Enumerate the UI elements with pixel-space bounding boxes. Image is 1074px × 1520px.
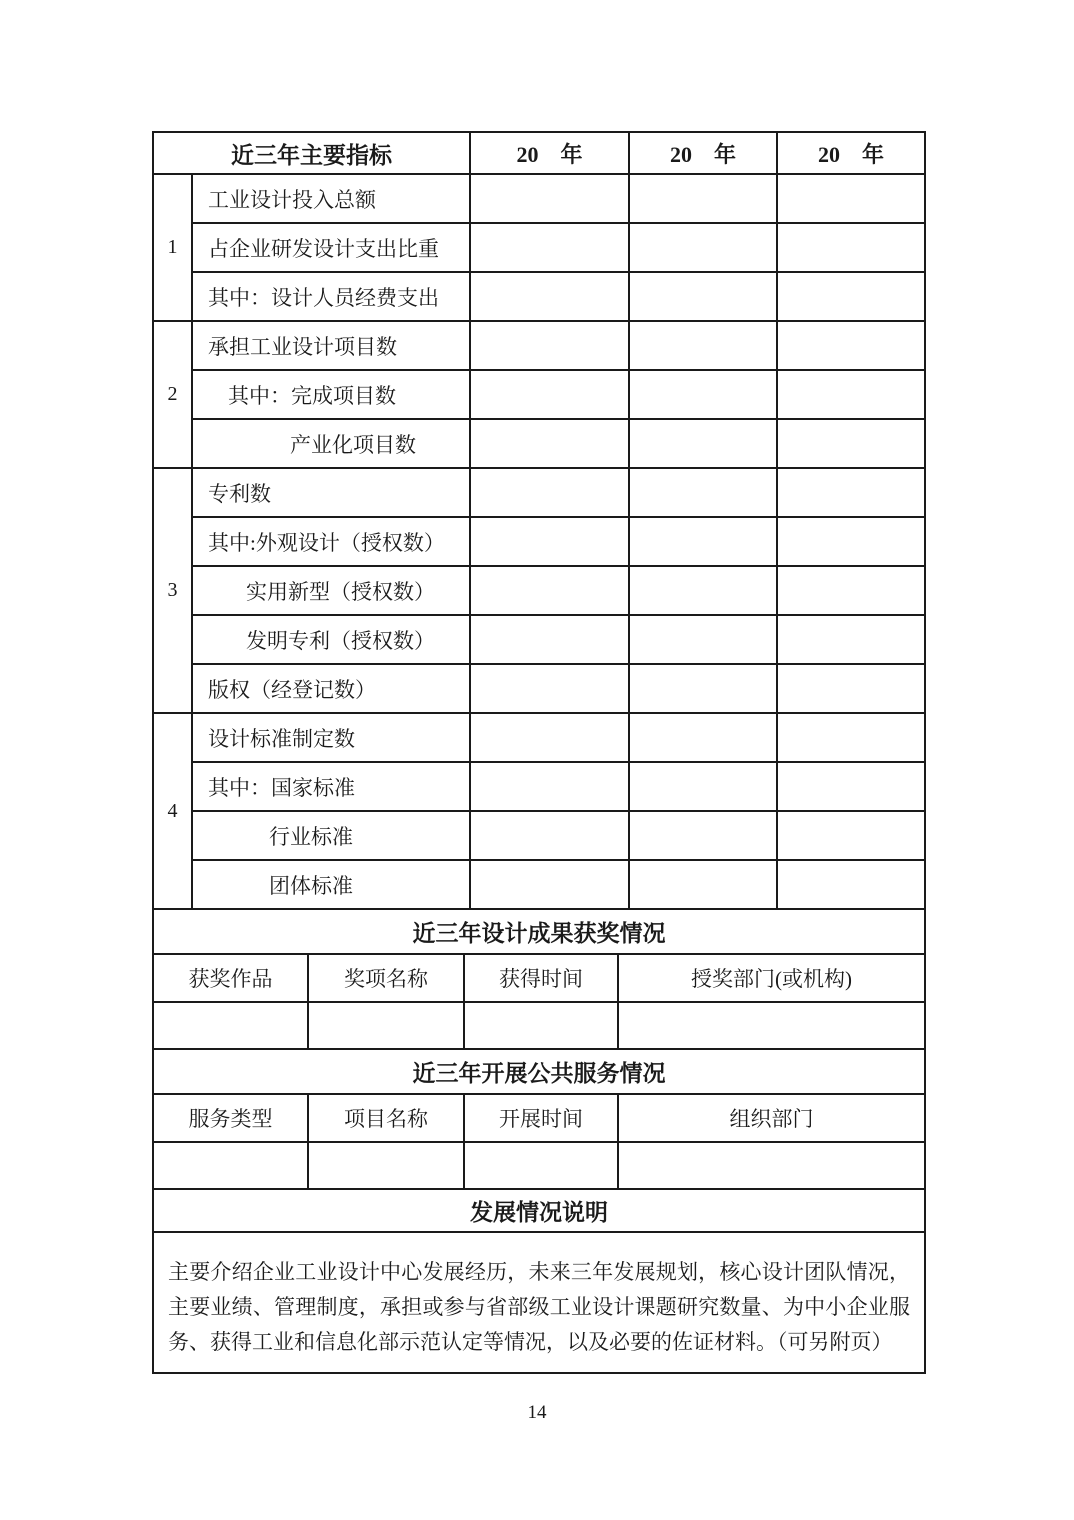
- table-row: [153, 370, 925, 419]
- table-row: [153, 811, 925, 860]
- indicator-label: 其中：国家标准: [192, 762, 470, 811]
- value-cell: [470, 321, 629, 370]
- awards-section-header-row: [153, 909, 925, 954]
- value-cell: [629, 223, 777, 272]
- table-row: [153, 664, 925, 713]
- indicators-header-row: [153, 132, 925, 174]
- value-cell: [777, 517, 925, 566]
- group-number-3: 3: [153, 468, 192, 713]
- value-cell: [464, 1142, 618, 1189]
- value-cell: [777, 419, 925, 468]
- value-cell: [629, 615, 777, 664]
- value-cell: [777, 566, 925, 615]
- table-row: [153, 566, 925, 615]
- indicator-label: 承担工业设计项目数: [192, 321, 470, 370]
- value-cell: [777, 468, 925, 517]
- indicator-label: 产业化项目数: [192, 419, 470, 468]
- indicator-label: 实用新型（授权数）: [192, 566, 470, 615]
- value-cell: [777, 664, 925, 713]
- value-cell: [629, 860, 777, 909]
- awards-empty-row: [153, 1002, 925, 1049]
- development-body-row: [153, 1232, 925, 1373]
- table-row: [153, 223, 925, 272]
- awards-col-award-name: 奖项名称: [308, 954, 464, 1002]
- group-number-1: 1: [153, 174, 192, 321]
- value-cell: [629, 517, 777, 566]
- table-row: [153, 174, 925, 223]
- value-cell: [470, 223, 629, 272]
- page-number: 14: [527, 1402, 547, 1423]
- awards-column-header-row: [153, 954, 925, 1002]
- value-cell: [470, 860, 629, 909]
- development-description-text: 主要介绍企业工业设计中心发展经历，未来三年发展规划，核心设计团队情况，主要业绩、管理制度，承担或参与省部级工业设计课题研究数量、为中小企业服务、获得工业和信息化部示范认定等情况，以及必要的佐证材料。（可另附页）: [153, 1232, 925, 1373]
- value-cell: [470, 713, 629, 762]
- table-row: [153, 419, 925, 468]
- value-cell: [777, 615, 925, 664]
- value-cell: [308, 1002, 464, 1049]
- table-row: [153, 860, 925, 909]
- value-cell: [777, 321, 925, 370]
- value-cell: [777, 370, 925, 419]
- value-cell: [629, 664, 777, 713]
- indicator-label: 其中：设计人员经费支出: [192, 272, 470, 321]
- value-cell: [777, 713, 925, 762]
- value-cell: [618, 1002, 925, 1049]
- group-number-4: 4: [153, 713, 192, 909]
- value-cell: [470, 517, 629, 566]
- value-cell: [470, 174, 629, 223]
- value-cell: [777, 811, 925, 860]
- awards-col-time: 获得时间: [464, 954, 618, 1002]
- year-column-header-3: 20 年: [777, 132, 925, 174]
- indicator-label: 其中：完成项目数: [192, 370, 470, 419]
- year-column-header-1: 20 年: [470, 132, 629, 174]
- development-table: [152, 1188, 926, 1374]
- value-cell: [153, 1142, 308, 1189]
- indicator-label: 团体标准: [192, 860, 470, 909]
- value-cell: [629, 370, 777, 419]
- value-cell: [629, 713, 777, 762]
- value-cell: [470, 615, 629, 664]
- awards-section-title: 近三年设计成果获奖情况: [153, 909, 925, 954]
- value-cell: [308, 1142, 464, 1189]
- value-cell: [470, 468, 629, 517]
- table-row: [153, 272, 925, 321]
- development-section-title: 发展情况说明: [153, 1189, 925, 1232]
- year-column-header-2: 20 年: [629, 132, 777, 174]
- table-row: [153, 615, 925, 664]
- indicator-label: 占企业研发设计支出比重: [192, 223, 470, 272]
- table-row: [153, 517, 925, 566]
- indicator-label: 其中:外观设计（授权数）: [192, 517, 470, 566]
- value-cell: [470, 272, 629, 321]
- value-cell: [470, 370, 629, 419]
- value-cell: [470, 762, 629, 811]
- indicator-label: 专利数: [192, 468, 470, 517]
- value-cell: [470, 811, 629, 860]
- indicator-label: 设计标准制定数: [192, 713, 470, 762]
- services-col-time: 开展时间: [464, 1094, 618, 1142]
- indicator-label: 工业设计投入总额: [192, 174, 470, 223]
- table-row: [153, 713, 925, 762]
- awards-table: [152, 908, 926, 1050]
- services-section-title: 近三年开展公共服务情况: [153, 1049, 925, 1094]
- value-cell: [777, 762, 925, 811]
- table-row: [153, 321, 925, 370]
- services-table: [152, 1048, 926, 1190]
- awards-col-work: 获奖作品: [153, 954, 308, 1002]
- awards-col-issuer: 授奖部门(或机构): [618, 954, 925, 1002]
- value-cell: [470, 566, 629, 615]
- form-table-area: [152, 131, 924, 1374]
- value-cell: [629, 321, 777, 370]
- indicator-label: 发明专利（授权数）: [192, 615, 470, 664]
- group-number-2: 2: [153, 321, 192, 468]
- value-cell: [777, 174, 925, 223]
- services-section-header-row: [153, 1049, 925, 1094]
- indicators-table: [152, 131, 926, 910]
- services-col-type: 服务类型: [153, 1094, 308, 1142]
- value-cell: [777, 223, 925, 272]
- services-empty-row: [153, 1142, 925, 1189]
- indicator-label: 版权（经登记数）: [192, 664, 470, 713]
- services-column-header-row: [153, 1094, 925, 1142]
- value-cell: [629, 174, 777, 223]
- value-cell: [777, 272, 925, 321]
- value-cell: [629, 468, 777, 517]
- value-cell: [629, 762, 777, 811]
- value-cell: [777, 860, 925, 909]
- table-row: [153, 762, 925, 811]
- value-cell: [629, 566, 777, 615]
- value-cell: [629, 811, 777, 860]
- value-cell: [629, 419, 777, 468]
- value-cell: [464, 1002, 618, 1049]
- services-col-organizer: 组织部门: [618, 1094, 925, 1142]
- indicators-table-title: 近三年主要指标: [153, 132, 470, 174]
- table-row: [153, 468, 925, 517]
- value-cell: [153, 1002, 308, 1049]
- value-cell: [470, 419, 629, 468]
- value-cell: [470, 664, 629, 713]
- development-section-header-row: [153, 1189, 925, 1232]
- services-col-project-name: 项目名称: [308, 1094, 464, 1142]
- value-cell: [629, 272, 777, 321]
- value-cell: [618, 1142, 925, 1189]
- indicator-label: 行业标准: [192, 811, 470, 860]
